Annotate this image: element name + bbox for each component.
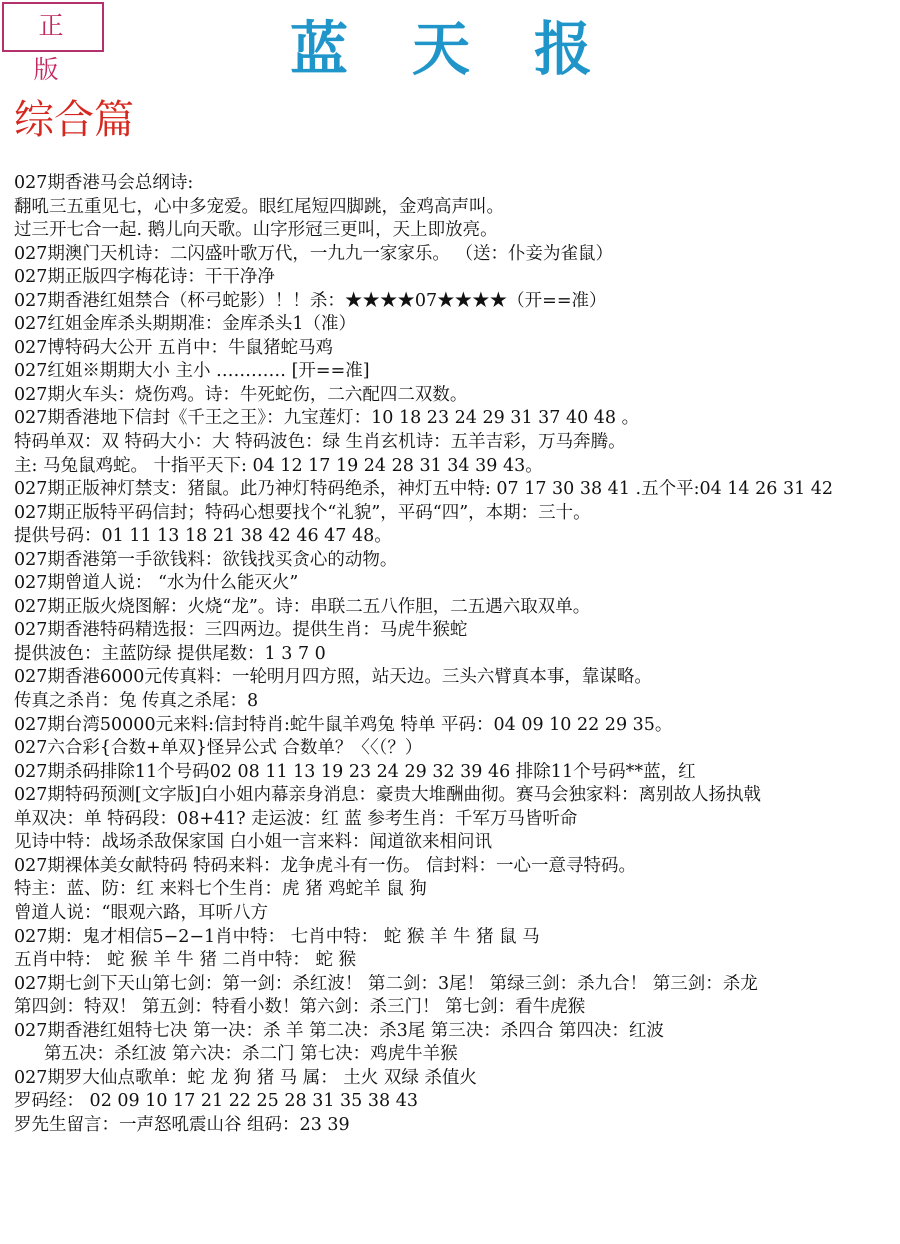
text-line: 特主：蓝、防：红 来料七个生肖：虎 猪 鸡蛇羊 鼠 狗: [14, 879, 427, 900]
text-line: 第四剑：特双！ 第五剑：特看小数！第六剑：杀三门！ 第七剑：看牛虎猴: [14, 997, 586, 1018]
text-line: 027期香港特码精选报：三四两边。提供生肖：马虎牛猴蛇: [14, 620, 468, 641]
text-line: 027期特码预测[文字版]白小姐内幕亲身消息：豪贵大堆酬曲彻。赛马会独家料：离别故人扬执戟: [14, 785, 762, 806]
text-line: 主: 马兔鼠鸡蛇。 十指平天下: 04 12 17 19 24 28 31 34 39 43。: [14, 455, 543, 476]
text-line: 027期：鬼才相信5−2−1肖中特： 七肖中特： 蛇 猴 羊 牛 猪 鼠 马: [14, 926, 540, 947]
text-line: 027博特码大公开 五肖中：牛鼠猪蛇马鸡: [14, 337, 333, 358]
text-line: 过三开七合一起. 鹅儿向天歌。山字形冠三更叫，天上即放亮。: [14, 220, 498, 241]
newspaper-title: 蓝天报: [290, 15, 657, 83]
text-line: 027期杀码排除11个号码02 08 11 13 19 23 24 29 32 39 46 排除11个号码**蓝，红: [14, 761, 696, 782]
article-body: [14, 172, 898, 1137]
text-line: 027期曾道人说： “水为什么能灭火”: [14, 573, 299, 594]
text-line: 027期香港地下信封《千王之王》：九宝莲灯：10 18 23 24 29 31 37 40 48 。: [14, 408, 640, 429]
genuine-edition-badge: 正 版: [2, 2, 104, 52]
text-line: 027期香港马会总纲诗:: [14, 173, 194, 193]
text-line: 027期正版神灯禁支：猪鼠。此乃神灯特码绝杀，神灯五中特: 07 17 30 38 41 .五个平:04 14 26 31 42: [14, 479, 834, 500]
text-line: 027六合彩{合数+单双}怪异公式 合数单？〈〈（？）: [14, 738, 423, 759]
text-line: 027期香港红姐特七决 第一决：杀 羊 第二决：杀3尾 第三决：杀四合 第四决：红波: [14, 1020, 664, 1041]
text-line: 027期七剑下天山第七剑：第一剑：杀红波！ 第二剑：3尾！ 第绿三剑：杀九合！ 第三剑：杀龙: [14, 973, 758, 994]
text-line: 027期正版特平码信封；特码心想要找个“礼貌”，平码“四”，本期：三十。: [14, 502, 591, 523]
text-line: 曾道人说：“眼观六路，耳听八方: [14, 902, 268, 923]
text-line: 027期正版四字梅花诗：干干净净: [14, 267, 275, 288]
text-line: 特码单双：双 特码大小：大 特码波色：绿 生肖玄机诗：五羊吉彩，万马奔腾。: [14, 432, 626, 453]
text-line: 027红姐金库杀头期期准：金库杀头1（准）: [14, 314, 357, 335]
text-line: 传真之杀肖：兔 传真之杀尾：8: [14, 691, 259, 712]
text-line: 提供波色：主蓝防绿 提供尾数：1 3 7 0: [14, 643, 326, 664]
section-title: 综合篇: [14, 97, 134, 143]
text-line: 027期澳门天机诗：二闪盛叶歌万代，一九九一家家乐。 （送：仆妾为雀鼠）: [14, 243, 613, 264]
text-line: 027期裸体美女献特码 特码来料：龙争虎斗有一伤。 信封料：一心一意寻特码。: [14, 855, 637, 876]
text-line: 翻吼三五重见七，心中多宠爱。眼红尾短四脚跳，金鸡高声叫。: [14, 196, 504, 217]
text-line: 027期正版火烧图解：火烧“龙”。诗：串联二五八作胆，二五遇六取双单。: [14, 596, 591, 617]
text-line: 罗码经： 02 09 10 17 21 22 25 28 31 35 38 43: [14, 1091, 418, 1112]
text-line: 第五决：杀红波 第六决：杀二门 第七决：鸡虎牛羊猴: [44, 1044, 458, 1065]
text-line: 罗先生留言：一声怒吼震山谷 组码：23 39: [14, 1114, 350, 1135]
text-line: 提供号码：01 11 13 18 21 38 42 46 47 48。: [14, 526, 392, 547]
text-line: 027期香港红姐禁合（杯弓蛇影）！！杀：★★★★07★★★★（开==准）: [14, 290, 607, 311]
text-line: 五肖中特： 蛇 猴 羊 牛 猪 二肖中特： 蛇 猴: [14, 950, 357, 971]
text-line: 见诗中特：战场杀敌保家国 白小姐一言来料：闻道欲来相问讯: [14, 832, 493, 853]
text-line: 027期台湾50000元来料:信封特肖:蛇牛鼠羊鸡兔 特单 平码：04 09 10 22 29 35。: [14, 714, 673, 735]
text-line: 027期罗大仙点歌单：蛇 龙 狗 猪 马 属： 土火 双绿 杀值火: [14, 1067, 477, 1088]
text-line: 027红姐※期期大小 主小 ………… [开==准]: [14, 361, 370, 382]
text-line: 027期香港第一手欲钱料：欲钱找买贪心的动物。: [14, 549, 398, 570]
text-line: 027期香港6000元传真料：一轮明月四方照，站天边。三头六臂真本事，靠谋略。: [14, 667, 652, 688]
text-line: 027期火车头：烧伤鸡。诗：牛死蛇伤，二六配四二双数。: [14, 384, 468, 405]
text-line: 单双决：单 特码段：08+41? 走运波：红 蓝 参考生肖：千军万马皆听命: [14, 808, 578, 829]
